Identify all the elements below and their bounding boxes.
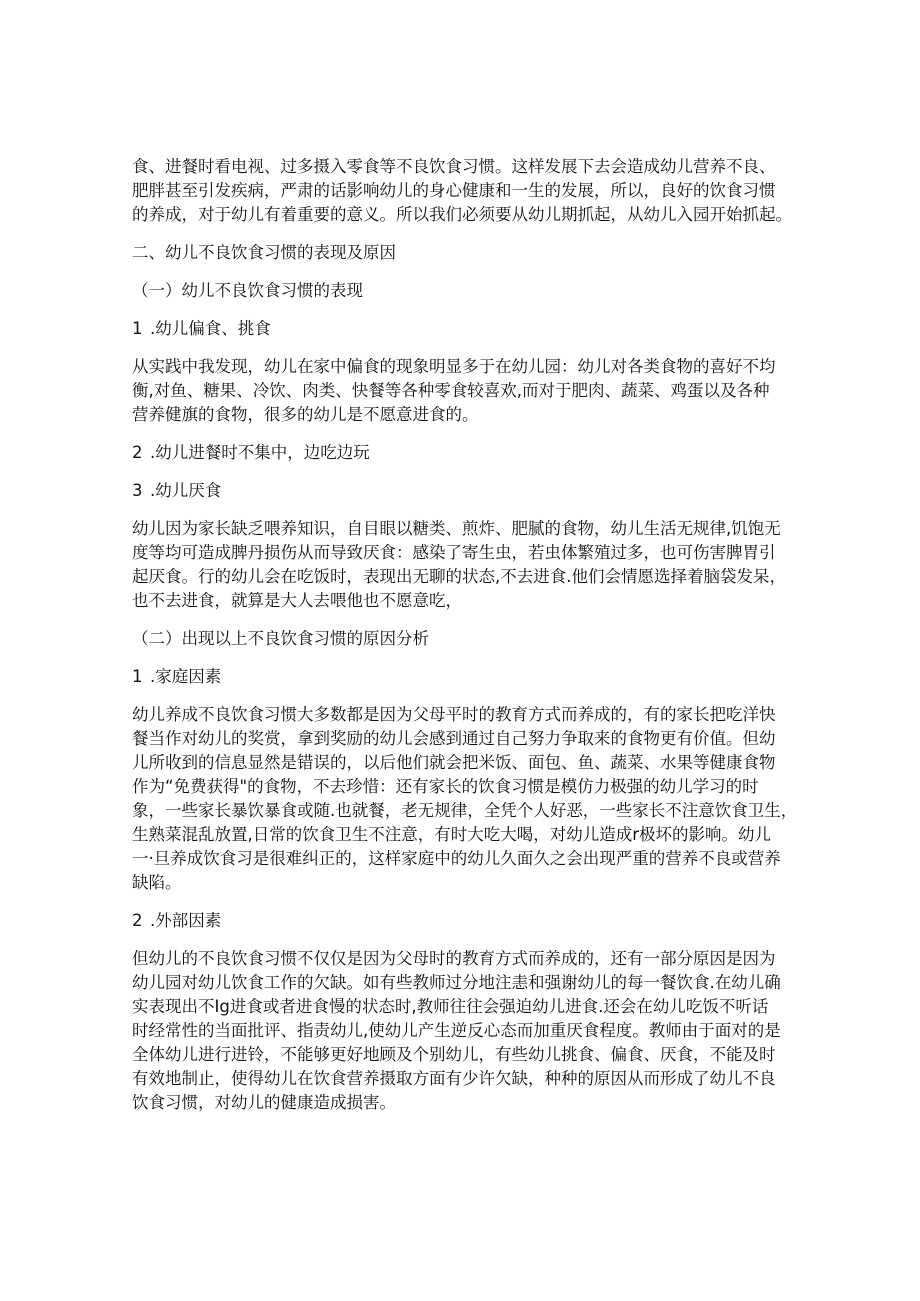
document-body: [132, 155, 802, 1129]
paragraph-line: 的养成，对于幼儿有着重要的意义。所以我们必须要从幼儿期抓起，从幼儿入园开始抓起。: [132, 205, 792, 224]
paragraph-line: 幼儿因为家长缺乏喂养知识，自目眼以糖类、煎炸、肥腻的食物，幼儿生活无规律,饥饱无: [132, 519, 781, 538]
paragraph-line: 营养健旗的食物，很多的幼儿是不愿意进食的。: [132, 405, 479, 424]
paragraph: [132, 355, 802, 427]
paragraph-line: 食、进餐时看电视、过多摄入零食等不良饮食习惯。这样发展下去会造成幼儿营养不良、: [132, 157, 776, 176]
paragraph-line: 象，一些家长暴饮暴食或随.也就餐，老无规律，全凭个人好恶，一些家长不注意饮食卫生，: [132, 801, 798, 820]
paragraph-line: 全体幼儿进行进铃，不能够更好地顾及个别幼儿，有些幼儿挑食、偏食、厌食，不能及时: [132, 1045, 776, 1064]
numbered-heading: [132, 479, 802, 503]
paragraph-line: 一·旦养成饮食习是很难纠正的，这样家庭中的幼儿久面久之会出现严重的营养不良或营养: [132, 849, 781, 868]
paragraph-line: 餐当作对幼儿的奖赏，拿到奖励的幼儿会感到通过自己努力争取来的食物更有价值。但幼: [132, 729, 776, 748]
paragraph-line: 实表现出不Ig进食或者进食慢的状态时,教师往往会强迫幼儿进食.还会在幼儿吃饭不听话: [132, 997, 769, 1016]
section-heading: （二）出现以上不良饮食习惯的原因分析: [132, 629, 429, 648]
paragraph-line: 生熟菜混乱放置,日常的饮食卫生不注意，有时大吃大喝，对幼儿造成r极坏的影响。幼儿: [132, 825, 772, 844]
paragraph-line: 度等均可造成脾丹损伤从而导致厌食：感染了寄生虫，若虫体繁殖过多，也可伤害脾胃引: [132, 543, 776, 562]
item-title: .幼儿偏食、挑食: [150, 319, 271, 338]
numbered-heading: [132, 441, 802, 465]
item-number: 2: [132, 443, 143, 462]
paragraph-line: 作为“免费获得"的食物，不去珍惜：还有家长的饮食习惯是模仿力极强的幼儿学习的时: [132, 777, 759, 796]
item-title: .幼儿厌食: [150, 481, 222, 500]
section-heading: （一）幼儿不良饮食习惯的表现: [132, 281, 363, 300]
paragraph-line: 也不去进食，就算是大人去喂他也不愿意吃，: [132, 591, 462, 610]
item-number: 1: [132, 667, 143, 686]
paragraph: [132, 517, 802, 613]
numbered-heading: [132, 665, 802, 689]
paragraph-line: 从实践中我发现，幼儿在家中偏食的现象明显多于在幼儿园：幼儿对各类食物的喜好不均: [132, 357, 776, 376]
item-number: 2: [132, 911, 143, 930]
paragraph: [132, 703, 802, 895]
item-title: .外部因素: [150, 911, 222, 930]
paragraph-line: 缺陷。: [132, 873, 182, 892]
item-number: 1: [132, 319, 143, 338]
paragraph-line: 幼儿养成不良饮食习惯大多数都是因为父母平时的教育方式而养成的，有的家长把吃洋快: [132, 705, 776, 724]
paragraph-line: 起厌食。行的幼儿会在吃饭时，表现出无聊的状态,不去进食.他们会情愿选择着脑袋发呆，: [132, 567, 786, 586]
numbered-heading: [132, 909, 802, 933]
paragraph-line: 但幼儿的不良饮食习惯不仅仅是因为父母时的教育方式而养成的，还有一部分原因是因为: [132, 949, 776, 968]
item-title: .家庭因素: [150, 667, 222, 686]
paragraph-line: 幼儿园对幼儿饮食工作的欠缺。如有些教师过分地注恚和强谢幼儿的每一餐饮食.在幼儿确: [132, 973, 781, 992]
paragraph-line: 有效地制止，使得幼儿在饮食营养摄取方面有少许欠缺，种种的原因从而形成了幼儿不良: [132, 1069, 776, 1088]
section-heading: 二、幼儿不良饮食习惯的表现及原因: [132, 243, 396, 262]
numbered-heading: [132, 317, 802, 341]
paragraph-line: 时经常性的当面批评、指责幼儿,使幼儿产生逆反心态而加重厌食程度。教师由于面对的是: [132, 1021, 781, 1040]
paragraph: [132, 155, 802, 227]
paragraph-line: 肥胖甚至引发疾病，严肃的话影响幼儿的身心健康和一生的发展，所以，良好的饮食习惯: [132, 181, 776, 200]
item-number: 3: [132, 481, 143, 500]
item-title: .幼儿进餐时不集中，边吃边玩: [150, 443, 370, 462]
paragraph-line: 衡,对鱼、糖果、冷饮、肉类、快餐等各种零食较喜欢,而对于肥肉、蔬菜、鸡蛋以及各种: [132, 381, 770, 400]
paragraph-line: 饮食习惯，对幼儿的健康造成损害。: [132, 1093, 396, 1112]
paragraph: [132, 947, 802, 1115]
paragraph-line: 儿所收到的信息显然是错误的，以后他们就会把米饭、面包、鱼、蔬菜、水果等健康食物: [132, 753, 776, 772]
